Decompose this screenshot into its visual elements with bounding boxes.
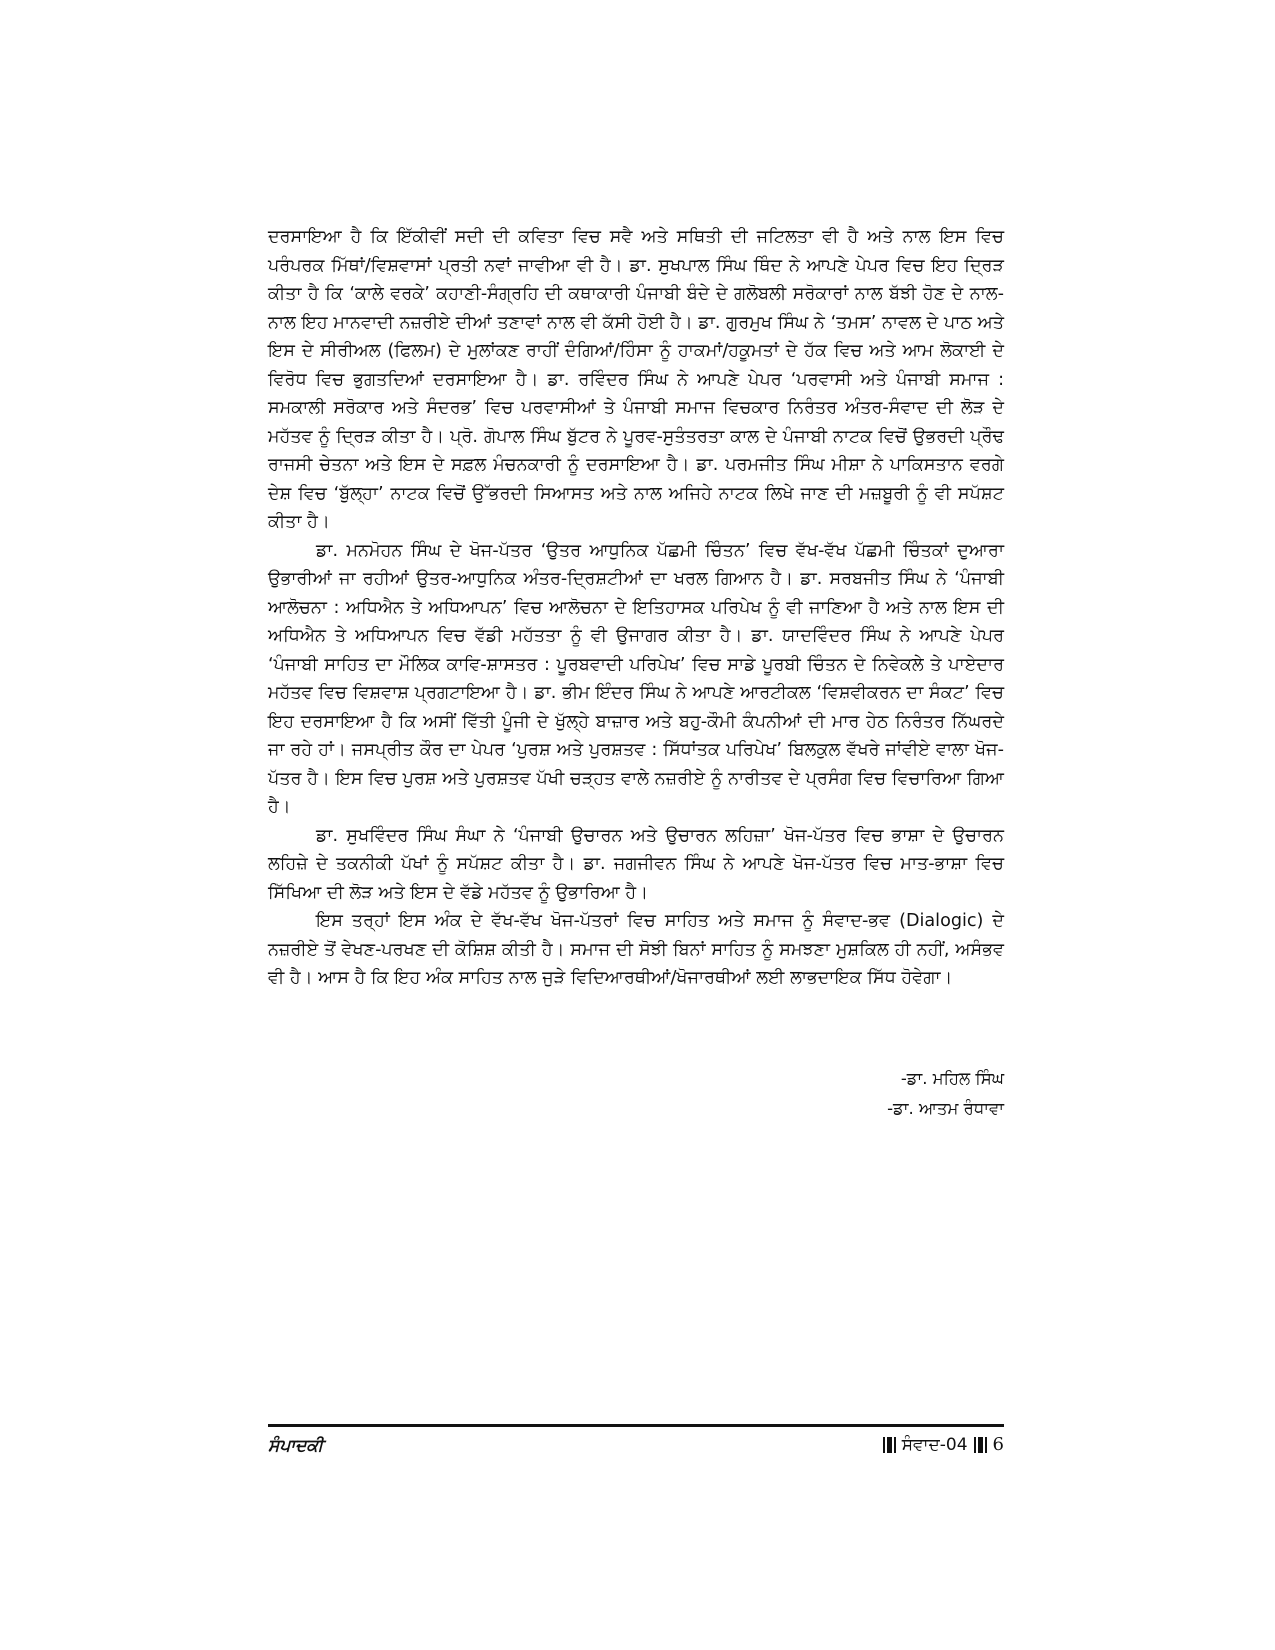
- footer-section-label: ਸੰਪਾਦਕੀ: [268, 1436, 324, 1456]
- paragraph-2: ਡਾ. ਮਨਮੋਹਨ ਸਿੰਘ ਦੇ ਖੋਜ-ਪੱਤਰ ‘ਉਤਰ ਆਧੁਨਿਕ ਪੱਛਮੀ ਚਿੰਤਨ’ ਵਿਚ ਵੱਖ-ਵੱਖ ਪੱਛਮੀ ਚਿੰਤਕਾਂ ਦੁਆਰਾ ਉਭਾਰੀਆਂ ਜਾ ਰਹੀਆਂ ਉਤਰ-ਆਧੁਨਿਕ ਅੰਤਰ-ਦ੍ਰਿਸ਼ਟੀਆਂ ਦਾ ਖਰਲ ਗਿਆਨ ਹੈ। ਡਾ. ਸਰਬਜੀਤ ਸਿੰਘ ਨੇ ‘ਪੰਜਾਬੀ ਆਲੋਚਨਾ : ਅਧਿਐਨ ਤੇ ਅਧਿਆਪਨ’ ਵਿਚ ਆਲੋਚਨਾ ਦੇ ਇਤਿਹਾਸਕ ਪਰਿਪੇਖ ਨੂੰ ਵੀ ਜਾਣਿਆ ਹੈ ਅਤੇ ਨਾਲ ਇਸ ਦੀ ਅਧਿਐਨ ਤੇ ਅਧਿਆਪਨ ਵਿਚ ਵੱਡੀ ਮਹੱਤਤਾ ਨੂੰ ਵੀ ਉਜਾਗਰ ਕੀਤਾ ਹੈ। ਡਾ. ਯਾਦਵਿੰਦਰ ਸਿੰਘ ਨੇ ਆਪਣੇ ਪੇਪਰ ‘ਪੰਜਾਬੀ ਸਾਹਿਤ ਦਾ ਮੌਲਿਕ ਕਾਵਿ-ਸ਼ਾਸਤਰ : ਪੂਰਬਵਾਦੀ ਪਰਿਪੇਖ’ ਵਿਚ ਸਾਡੇ ਪੂਰਬੀ ਚਿੰਤਨ ਦੇ ਨਿਵੇਕਲੇ ਤੇ ਪਾਏਦਾਰ ਮਹੱਤਵ ਵਿਚ ਵਿਸ਼ਵਾਸ਼ ਪ੍ਰਗਟਾਇਆ ਹੈ। ਡਾ. ਭੀਮ ਇੰਦਰ ਸਿੰਘ ਨੇ ਆਪਣੇ ਆਰਟੀਕਲ ‘ਵਿਸ਼ਵੀਕਰਨ ਦਾ ਸੰਕਟ’ ਵਿਚ ਇਹ ਦਰਸਾਇਆ ਹੈ ਕਿ ਅਸੀਂ ਵਿੱਤੀ ਪੂੰਜੀ ਦੇ ਖੁੱਲ੍ਹੇ ਬਾਜ਼ਾਰ ਅਤੇ ਬਹੁ-ਕੌਮੀ ਕੰਪਨੀਆਂ ਦੀ ਮਾਰ ਹੇਠ ਨਿਰੰਤਰ ਨਿੱਘਰਦੇ ਜਾ ਰਹੇ ਹਾਂ। ਜਸਪ੍ਰੀਤ ਕੌਰ ਦਾ ਪੇਪਰ ‘ਪੁਰਸ਼ ਅਤੇ ਪੁਰਸ਼ਤਵ : ਸਿੱਧਾਂਤਕ ਪਰਿਪੇਖ’ ਬਿਲਕੁਲ ਵੱਖਰੇ ਜਾਂਵੀਏ ਵਾਲਾ ਖੋਜ-ਪੱਤਰ ਹੈ। ਇਸ ਵਿਚ ਪੁਰਸ਼ ਅਤੇ ਪੁਰਸ਼ਤਵ ਪੱਖੀ ਚੜ੍ਹਤ ਵਾਲੇ ਨਜ਼ਰੀਏ ਨੂੰ ਨਾਰੀਤਵ ਦੇ ਪ੍ਰਸੰਗ ਵਿਚ ਵਿਚਾਰਿਆ ਗਿਆ ਹੈ।: [268, 540, 1004, 817]
- signature-editor-1: -ਡਾ. ਮਹਿਲ ਸਿੰਘ: [900, 1069, 1004, 1088]
- signature-block: [700, 1064, 1004, 1124]
- barcode-bars-icon: [974, 1437, 987, 1453]
- footer-divider: [268, 1424, 1004, 1427]
- editorial-body: [268, 223, 1004, 993]
- signature-editor-2: -ਡਾ. ਆਤਮ ਰੰਧਾਵਾ: [887, 1099, 1004, 1118]
- footer-journal-name: ਸੰਵਾਦ-04: [901, 1434, 968, 1455]
- paragraph-3: ਡਾ. ਸੁਖਵਿੰਦਰ ਸਿੰਘ ਸੰਘਾ ਨੇ ‘ਪੰਜਾਬੀ ਉਚਾਰਨ ਅਤੇ ਉਚਾਰਨ ਲਹਿਜ਼ਾ’ ਖੋਜ-ਪੱਤਰ ਵਿਚ ਭਾਸ਼ਾ ਦੇ ਉਚਾਰਨ ਲਹਿਜ਼ੇ ਦੇ ਤਕਨੀਕੀ ਪੱਖਾਂ ਨੂੰ ਸਪੱਸ਼ਟ ਕੀਤਾ ਹੈ। ਡਾ. ਜਗਜੀਵਨ ਸਿੰਘ ਨੇ ਆਪਣੇ ਖੋਜ-ਪੱਤਰ ਵਿਚ ਮਾਤ-ਭਾਸ਼ਾ ਵਿਚ ਸਿੱਖਿਆ ਦੀ ਲੋੜ ਅਤੇ ਇਸ ਦੇ ਵੱਡੇ ਮਹੱਤਵ ਨੂੰ ਉਭਾਰਿਆ ਹੈ।: [268, 825, 1004, 903]
- paragraph-1: ਦਰਸਾਇਆ ਹੈ ਕਿ ਇੱਕੀਵੀਂ ਸਦੀ ਦੀ ਕਵਿਤਾ ਵਿਚ ਸਵੈ ਅਤੇ ਸਥਿਤੀ ਦੀ ਜਟਿਲਤਾ ਵੀ ਹੈ ਅਤੇ ਨਾਲ ਇਸ ਵਿਚ ਪਰੰਪਰਕ ਮਿੱਥਾਂ/ਵਿਸ਼ਵਾਸਾਂ ਪ੍ਰਤੀ ਨਵਾਂ ਜਾਵੀਆ ਵੀ ਹੈ। ਡਾ. ਸੁਖਪਾਲ ਸਿੰਘ ਥਿੰਦ ਨੇ ਆਪਣੇ ਪੇਪਰ ਵਿਚ ਇਹ ਦ੍ਰਿੜ ਕੀਤਾ ਹੈ ਕਿ ‘ਕਾਲੇ ਵਰਕੇ’ ਕਹਾਣੀ-ਸੰਗ੍ਰਹਿ ਦੀ ਕਥਾਕਾਰੀ ਪੰਜਾਬੀ ਬੰਦੇ ਦੇ ਗਲੋਬਲੀ ਸਰੋਕਾਰਾਂ ਨਾਲ ਬੱਝੀ ਹੋਣ ਦੇ ਨਾਲ-ਨਾਲ ਇਹ ਮਾਨਵਾਦੀ ਨਜ਼ਰੀਏ ਦੀਆਂ ਤਣਾਵਾਂ ਨਾਲ ਵੀ ਕੱਸੀ ਹੋਈ ਹੈ। ਡਾ. ਗੁਰਮੁਖ ਸਿੰਘ ਨੇ ‘ਤਮਸ’ ਨਾਵਲ ਦੇ ਪਾਠ ਅਤੇ ਇਸ ਦੇ ਸੀਰੀਅਲ (ਫਿਲਮ) ਦੇ ਮੁਲਾਂਕਣ ਰਾਹੀਂ ਦੰਗਿਆਂ/ਹਿੰਸਾ ਨੂੰ ਹਾਕਮਾਂ/ਹਕੂਮਤਾਂ ਦੇ ਹੱਕ ਵਿਚ ਅਤੇ ਆਮ ਲੋਕਾਈ ਦੇ ਵਿਰੋਧ ਵਿਚ ਭੁਗਤਦਿਆਂ ਦਰਸਾਇਆ ਹੈ। ਡਾ. ਰਵਿੰਦਰ ਸਿੰਘ ਨੇ ਆਪਣੇ ਪੇਪਰ ‘ਪਰਵਾਸੀ ਅਤੇ ਪੰਜਾਬੀ ਸਮਾਜ : ਸਮਕਾਲੀ ਸਰੋਕਾਰ ਅਤੇ ਸੰਦਰਭ’ ਵਿਚ ਪਰਵਾਸੀਆਂ ਤੇ ਪੰਜਾਬੀ ਸਮਾਜ ਵਿਚਕਾਰ ਨਿਰੰਤਰ ਅੰਤਰ-ਸੰਵਾਦ ਦੀ ਲੋੜ ਦੇ ਮਹੱਤਵ ਨੂੰ ਦ੍ਰਿੜ ਕੀਤਾ ਹੈ। ਪ੍ਰੋ. ਗੋਪਾਲ ਸਿੰਘ ਬੁੱਟਰ ਨੇ ਪੂਰਵ-ਸੁਤੰਤਰਤਾ ਕਾਲ ਦੇ ਪੰਜਾਬੀ ਨਾਟਕ ਵਿਚੋਂ ਉਭਰਦੀ ਪ੍ਰੌਢ ਰਾਜਸੀ ਚੇਤਨਾ ਅਤੇ ਇਸ ਦੇ ਸਫ਼ਲ ਮੰਚਨਕਾਰੀ ਨੂੰ ਦਰਸਾਇਆ ਹੈ। ਡਾ. ਪਰਮਜੀਤ ਸਿੰਘ ਮੀਸ਼ਾ ਨੇ ਪਾਕਿਸਤਾਨ ਵਰਗੇ ਦੇਸ਼ ਵਿਚ ‘ਬੁੱਲ੍ਹਾ’ ਨਾਟਕ ਵਿਚੋਂ ਉੱਭਰਦੀ ਸਿਆਸਤ ਅਤੇ ਨਾਲ ਅਜਿਹੇ ਨਾਟਕ ਲਿਖੇ ਜਾਣ ਦੀ ਮਜ਼ਬੂਰੀ ਨੂੰ ਵੀ ਸਪੱਸ਼ਟ ਕੀਤਾ ਹੈ।: [268, 227, 1004, 532]
- paragraph-4: ਇਸ ਤਰ੍ਹਾਂ ਇਸ ਅੰਕ ਦੇ ਵੱਖ-ਵੱਖ ਖੋਜ-ਪੱਤਰਾਂ ਵਿਚ ਸਾਹਿਤ ਅਤੇ ਸਮਾਜ ਨੂੰ ਸੰਵਾਦ-ਭਵ (Dialogic) ਦੇ ਨਜ਼ਰੀਏ ਤੋਂ ਵੇਖਣ-ਪਰਖਣ ਦੀ ਕੋਸ਼ਿਸ਼ ਕੀਤੀ ਹੈ। ਸਮਾਜ ਦੀ ਸੋਝੀ ਬਿਨਾਂ ਸਾਹਿਤ ਨੂੰ ਸਮਝਣਾ ਮੁਸ਼ਕਿਲ ਹੀ ਨਹੀਂ, ਅਸੰਭਵ ਵੀ ਹੈ। ਆਸ ਹੈ ਕਿ ਇਹ ਅੰਕ ਸਾਹਿਤ ਨਾਲ ਜੁੜੇ ਵਿਦਿਆਰਥੀਆਂ/ਖੋਜਾਰਥੀਆਂ ਲਈ ਲਾਭਦਾਇਕ ਸਿੱਧ ਹੋਵੇਗਾ।: [268, 911, 1004, 988]
- page-number: 6: [992, 1434, 1004, 1455]
- footer-journal-info: [883, 1434, 1004, 1455]
- barcode-bars-icon: [883, 1437, 896, 1453]
